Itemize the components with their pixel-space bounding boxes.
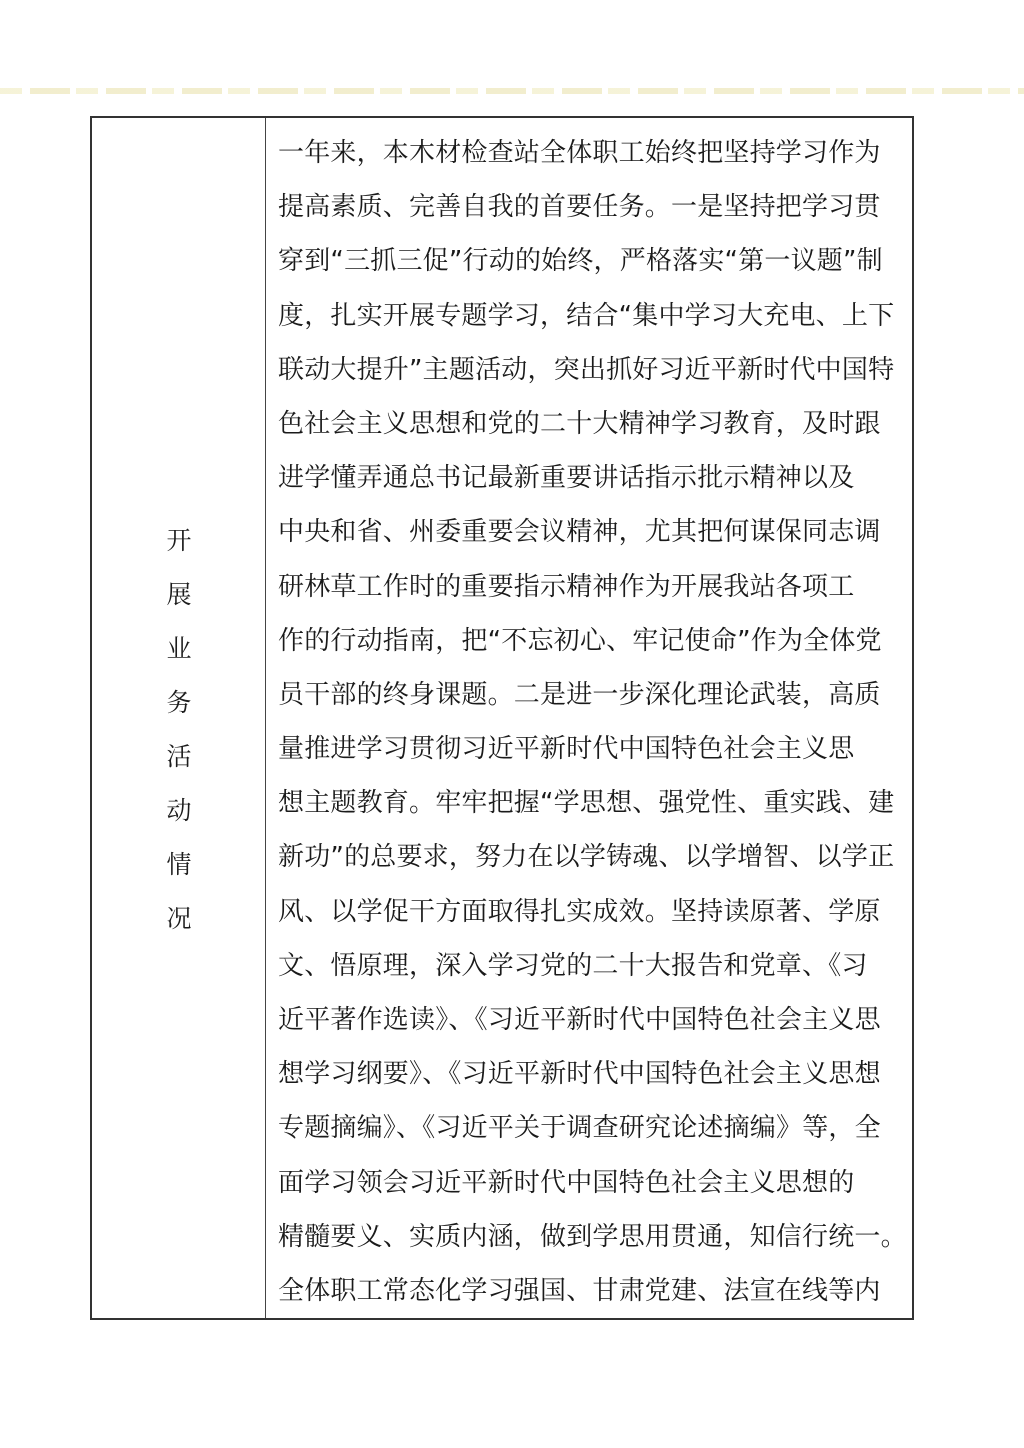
content-line: 员干部的终身课题。二是进一步深化理论武装，高质 bbox=[278, 679, 881, 710]
content-line: 面学习领会习近平新时代中国特色社会主义思想的 bbox=[278, 1167, 855, 1198]
content-line: 近平著作选读》、《习近平新时代中国特色社会主义思 bbox=[278, 1005, 881, 1035]
content-line: 提高素质、完善自我的首要任务。一是坚持把学习贯 bbox=[278, 192, 881, 223]
section-label-char: 业 bbox=[166, 634, 192, 663]
content-line: 专题摘编》、《习近平关于调查研究论述摘编》等，全 bbox=[278, 1113, 881, 1144]
content-line: 想主题教育。牢牢把握“学思想、强党性、重实践、建 bbox=[278, 788, 895, 819]
section-label-char: 活 bbox=[166, 742, 192, 771]
section-label-cell bbox=[92, 118, 266, 1318]
section-label-char: 动 bbox=[166, 796, 192, 825]
content-line: 进学懂弄通总书记最新重要讲话指示批示精神以及 bbox=[278, 463, 855, 494]
section-label-char: 况 bbox=[166, 904, 192, 933]
content-line: 精髓要义、实质内涵，做到学思用贯通，知信行统一。 bbox=[278, 1221, 907, 1252]
section-label-char: 情 bbox=[166, 850, 192, 879]
activity-content-cell bbox=[278, 126, 908, 1318]
content-line: 穿到“三抓三促”行动的始终，严格落实“第一议题”制 bbox=[278, 246, 883, 277]
content-line: 度，扎实开展专题学习，结合“集中学习大充电、上下 bbox=[278, 300, 895, 331]
section-label-char: 展 bbox=[166, 580, 192, 609]
content-line: 研林草工作时的重要指示精神作为开展我站各项工 bbox=[278, 571, 855, 602]
content-line: 全体职工常态化学习强国、甘肃党建、法宣在线等内 bbox=[278, 1275, 881, 1306]
scan-artifact-strip bbox=[0, 88, 1024, 94]
section-label-char: 开 bbox=[166, 526, 192, 555]
section-label-char: 务 bbox=[166, 688, 192, 717]
content-line: 文、悟原理，深入学习党的二十大报告和党章、《习 bbox=[278, 950, 868, 981]
content-line: 色社会主义思想和党的二十大精神学习教育，及时跟 bbox=[278, 408, 881, 439]
content-line: 新功”的总要求，努力在以学铸魂、以学增智、以学正 bbox=[278, 842, 895, 873]
form-table bbox=[90, 116, 914, 1320]
content-line: 想学习纲要》、《习近平新时代中国特色社会主义思想 bbox=[278, 1059, 881, 1090]
section-label bbox=[92, 514, 266, 946]
content-line: 风、以学促干方面取得扎实成效。坚持读原著、学原 bbox=[278, 896, 881, 927]
content-line: 量推进学习贯彻习近平新时代中国特色社会主义思 bbox=[278, 734, 855, 765]
content-line: 一年来，本木材检查站全体职工始终把坚持学习作为 bbox=[278, 138, 881, 168]
content-line: 中央和省、州委重要会议精神，尤其把何谋保同志调 bbox=[278, 517, 881, 548]
content-line: 联动大提升”主题活动，突出抓好习近平新时代中国特 bbox=[278, 354, 895, 385]
content-line: 作的行动指南，把“不忘初心、牢记使命”作为全体党 bbox=[278, 625, 882, 656]
